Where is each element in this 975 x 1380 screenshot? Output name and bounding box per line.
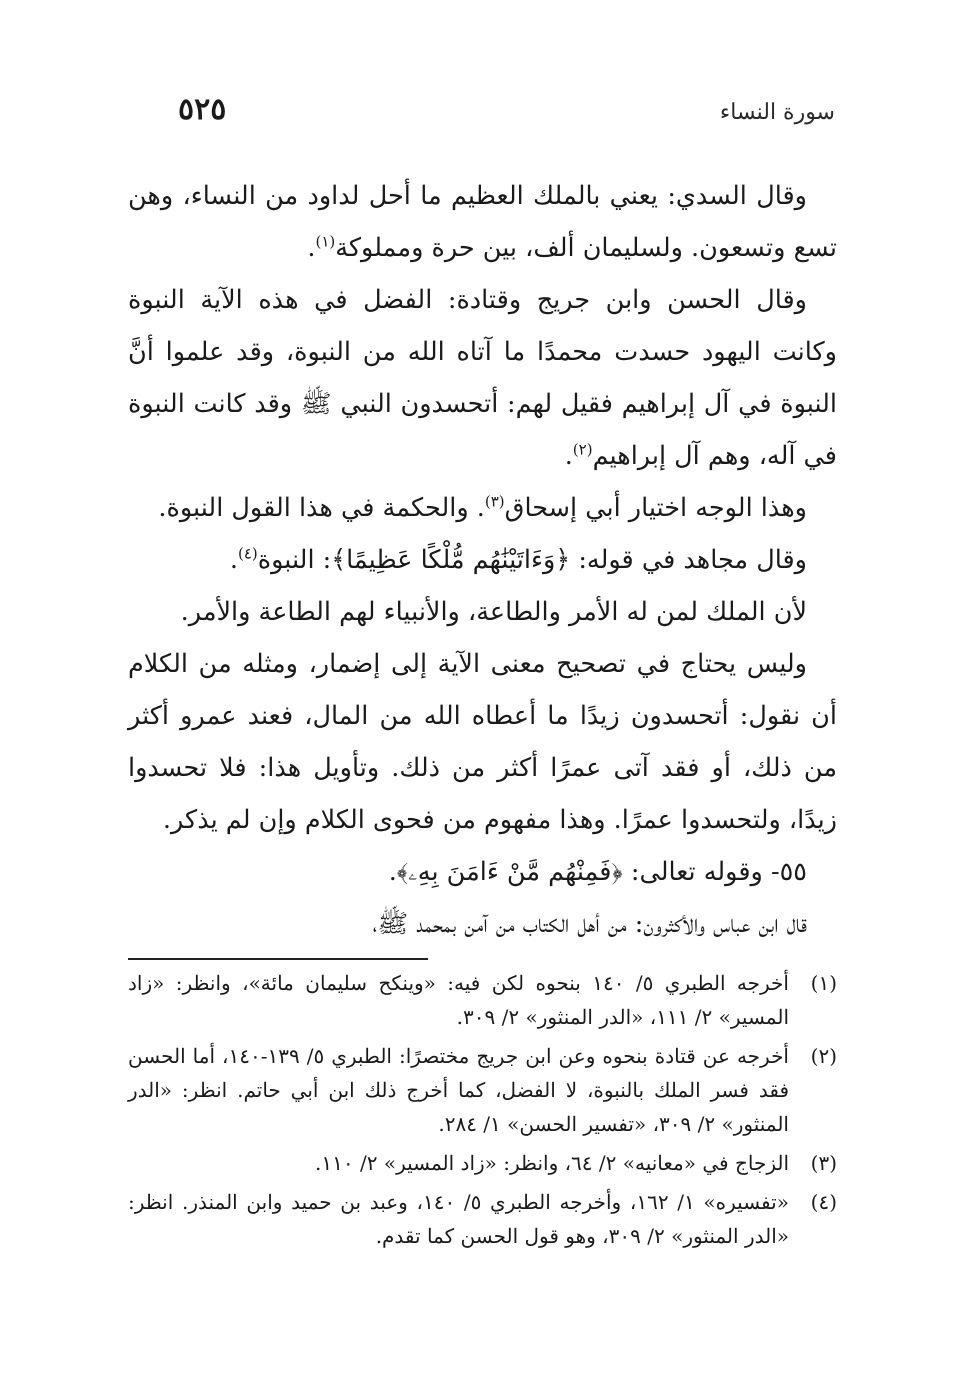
- footnote-ref: (٢): [572, 440, 593, 459]
- paragraph-text: وليس يحتاج في تصحيح معنى الآية إلى إضمار، ومثله من الكلام أن نقول: أتحسدون زيدًا ما أعطاه الله من المال، فعند عمرو أكثر من ذلك، أو فقد آتى عمرًا أكثر من ذلك. وتأويل هذا: فلا تحسدوا زيدًا، ولتحسدوا عمرًا. وهذا مفهوم من فحوى الكلام وإن لم يذكر.: [128, 649, 837, 835]
- footnote-text: أخرجه عن قتادة بنحوه وعن ابن جريج مختصرًا: الطبري ٥/ ١٣٩-١٤٠، أما الحسن فقد فسر الملك بالنبوة، لا الفضل، كما أخرج ذلك ابن أبي حاتم. انظر: «الدر المنثور» ٢/ ٣٠٩، «تفسير الحسن» ١/ ٢٨٤.: [128, 1044, 790, 1136]
- paragraph: [128, 586, 837, 638]
- footnote-ref: (٣): [484, 492, 505, 511]
- main-text: [128, 170, 837, 950]
- footnote-text: أخرجه الطبري ٥/ ١٤٠ بنحوه لكن فيه: «وينكح سليمان مائة»، وانظر: «زاد المسير» ٢/ ١١١، «الدر المنثور» ٢/ ٣٠٩.: [128, 971, 789, 1029]
- paragraph-text: ٥٥- وقوله تعالى: ﴿فَمِنْهُم مَّنْ ءَامَنَ بِهِۦ﴾.: [388, 857, 807, 887]
- paragraph-text: قال ابن عباس والأكثرون: من أهل الكتاب من آمن بمحمد ﷺ،: [372, 909, 807, 939]
- footnote-number: (٢): [810, 1044, 837, 1068]
- paragraph: وقال الحسن وابن جريج وقتادة: الفضل في هذه الآية النبوة وكانت اليهود حسدت محمدًا ما آتاه الله من النبوة، وقد علموا أنَّ النبوة في آل إبراهيم فقيل لهم: أتحسدون النبي ﷺ وقد كانت النبوة في آله، وهم آل إبراهيم$^{(٢)}$.: [128, 285, 837, 471]
- paragraph: [128, 898, 837, 950]
- footnote-ref: (٤): [237, 544, 258, 563]
- paragraph-text: وقال السدي: يعني بالملك العظيم ما أحل لداود من النساء، وهن تسع وتسعون. ولسليمان ألف، بين حرة ومملوكة: [128, 181, 837, 263]
- footnote-separator: [128, 958, 428, 960]
- footnote-text: «تفسيره» ١/ ١٦٢، وأخرجه الطبري ٥/ ١٤٠، وعبد بن حميد وابن المنذر. انظر: «الدر المنثور» ٢/ ٣٠٩، وهو قول الحسن كما تقدم.: [128, 1190, 789, 1248]
- paragraph-text: وهذا الوجه اختيار أبي إسحاق: [504, 493, 807, 523]
- paragraph: وهذا الوجه اختيار أبي إسحاق$^{(٣)}$. والحكمة في هذا القول النبوة.: [158, 492, 807, 523]
- page-header: [120, 92, 835, 136]
- footnote: [128, 1146, 837, 1180]
- footnotes: [128, 966, 837, 1258]
- footnote-number: (٤): [810, 1190, 837, 1214]
- paragraph-text: والحكمة في هذا القول النبوة.: [158, 493, 469, 523]
- paragraph-text: لأن الملك لمن له الأمر والطاعة، والأنبياء لهم الطاعة والأمر.: [180, 597, 807, 627]
- footnote: [128, 966, 837, 1034]
- paragraph: [128, 638, 837, 846]
- footnote: [128, 1039, 837, 1141]
- paragraph: وقال السدي: يعني بالملك العظيم ما أحل لداود من النساء، وهن تسع وتسعون. ولسليمان ألف، بين حرة ومملوكة$^{(١)}$.: [128, 181, 837, 263]
- paragraph-text: وقال مجاهد في قوله: ﴿وَءَاتَيْنَٰهُم مُّلْكًا عَظِيمًا﴾: النبوة: [257, 545, 807, 575]
- footnote-ref: (١): [315, 232, 336, 251]
- running-title: سورة النساء: [719, 100, 835, 125]
- footnote-text: الزجاج في «معانيه» ٢/ ٦٤، وانظر: «زاد المسير» ٢/ ١١٠.: [315, 1151, 789, 1175]
- paragraph: وقال مجاهد في قوله: ﴿وَءَاتَيْنَٰهُم مُّلْكًا عَظِيمًا﴾: النبوة$^{(٤)}$.: [229, 544, 807, 575]
- footnote-number: (١): [810, 971, 837, 995]
- footnote: [128, 1185, 837, 1253]
- verse-heading: [128, 846, 837, 898]
- paragraph-text: وقال الحسن وابن جريج وقتادة: الفضل في هذه الآية النبوة وكانت اليهود حسدت محمدًا ما آتاه الله من النبوة، وقد علموا أنَّ النبوة في آل إبراهيم فقيل لهم: أتحسدون النبي ﷺ وقد كانت النبوة في آله، وهم آل إبراهيم: [128, 285, 837, 471]
- footnote-number: (٣): [810, 1151, 837, 1175]
- page-number: ٥٢٥: [178, 92, 227, 127]
